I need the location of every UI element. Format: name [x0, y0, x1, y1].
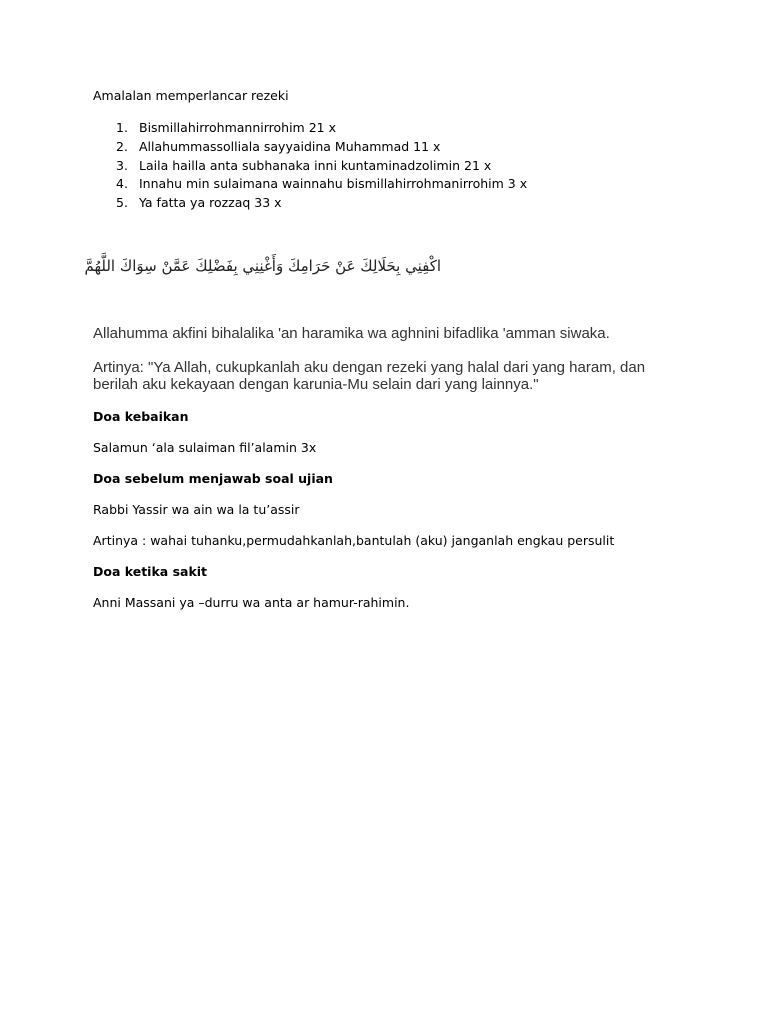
list-item	[93, 157, 527, 176]
list-item-number: 5.	[116, 195, 128, 211]
list-item-number: 2.	[116, 138, 128, 154]
intro-heading: Amalalan memperlancar rezeki	[93, 88, 289, 103]
list-item-number: 3.	[116, 157, 128, 173]
list-item-text: Innahu min sulaimana wainnahu bismillahirrohmanirrohim 3 x	[139, 176, 528, 192]
list-item-text: Laila hailla anta subhanaka inni kuntaminadzolimin 21 x	[139, 157, 492, 173]
list-item-text: Bismillahirrohmannirrohim 21 x	[139, 120, 336, 135]
list-item-text: Ya fatta ya rozzaq 33 x	[139, 195, 282, 211]
doa-sakit-text: Anni Massani ya –durru wa anta ar hamur-rahimin.	[93, 595, 410, 610]
list-item-text: Allahummassolliala sayyaidina Muhammad 11 x	[139, 138, 441, 154]
list-item	[93, 138, 527, 157]
doa-ujian-heading: Doa sebelum menjawab soal ujian	[93, 471, 333, 486]
doa-ujian-text: Rabbi Yassir wa ain wa la tu’assir	[93, 502, 300, 517]
arabic-doa: اكْفِنِي بِحَلَالِكَ عَنْ حَرَامِكَ وَأَغْنِنِي بِفَضْلِكَ عَمَّنْ سِوَاكَ اللَّهُمَّ	[84, 257, 441, 275]
doa-kebaikan-heading: Doa kebaikan	[93, 409, 189, 424]
amalan-list	[93, 119, 527, 213]
latin-doa: Allahumma akfini bihalalika 'an haramika wa aghnini bifadlika 'amman siwaka.	[93, 325, 610, 342]
doa-kebaikan-text: Salamun ‘ala sulaiman fil’alamin 3x	[93, 440, 317, 455]
list-item-number: 1.	[116, 120, 128, 135]
list-item-number: 4.	[116, 176, 128, 192]
doa-sakit-heading: Doa ketika sakit	[93, 564, 208, 579]
list-item	[93, 175, 527, 194]
list-item	[93, 194, 527, 213]
doa-ujian-artinya: Artinya : wahai tuhanku,permudahkanlah,bantulah (aku) janganlah engkau persulit	[93, 533, 615, 548]
artinya-main: Artinya: "Ya Allah, cukupkanlah aku dengan rezeki yang halal dari yang haram, dan berilah aku kekayaan dengan karunia-Mu selain dari yang lainnya."	[93, 359, 646, 393]
list-item	[93, 119, 527, 138]
